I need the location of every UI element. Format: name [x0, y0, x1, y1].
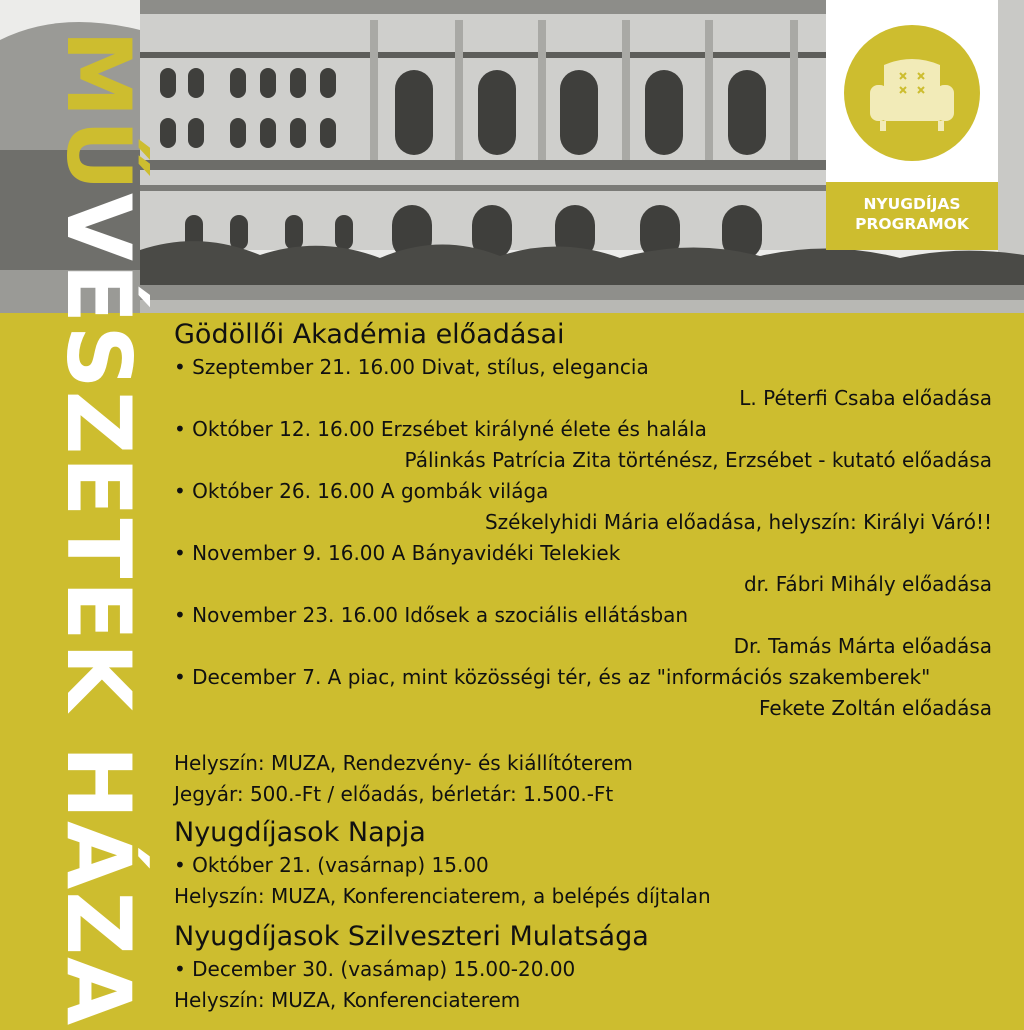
event-speaker: L. Péterfi Csaba előadása — [739, 386, 992, 410]
section2-venue: Helyszín: MUZA, Konferenciaterem, a belépés díjtalan — [174, 884, 711, 908]
event-line: • December 7. A piac, mint közösségi tér, és az "információs szakemberek" — [174, 665, 931, 689]
vertical-title — [48, 30, 148, 1030]
section3-date: • December 30. (vasámap) 15.00-20.00 — [174, 957, 576, 981]
section1-title: Gödöllői Akadémia előadásai — [174, 319, 565, 350]
section3-title: Nyugdíjasok Szilveszteri Mulatsága — [174, 921, 649, 952]
event-speaker: Dr. Tamás Márta előadása — [733, 634, 992, 658]
event-speaker: Fekete Zoltán előadása — [759, 696, 992, 720]
program-content — [174, 318, 1004, 1016]
armchair-icon — [844, 25, 980, 161]
badge-circle — [844, 25, 980, 161]
event-speaker: Székelyhidi Mária előadása, helyszín: Királyi Váró!! — [484, 510, 992, 534]
program-badge — [826, 0, 998, 250]
badge-label — [826, 182, 998, 250]
event-line: • Október 12. 16.00 Erzsébet királyné élete és halála — [174, 417, 707, 441]
section2-date: • Október 21. (vasárnap) 15.00 — [174, 853, 489, 877]
event-line: • Szeptember 21. 16.00 Divat, stílus, elegancia — [174, 355, 649, 379]
event-speaker: dr. Fábri Mihály előadása — [743, 572, 992, 596]
section2-title: Nyugdíjasok Napja — [174, 817, 426, 848]
section1-price: Jegyár: 500.-Ft / előadás, bérletár: 1.500.-Ft — [174, 782, 614, 806]
event-speaker: Pálinkás Patrícia Zita történész, Erzsébet - kutató előadása — [404, 448, 992, 472]
badge-label-line2: PROGRAMOK — [855, 215, 969, 233]
event-line: • November 23. 16.00 Idősek a szociális ellátásban — [174, 603, 689, 627]
vertical-title-part2: VÉSZETEK HÁZA — [47, 193, 150, 1028]
section1-venue: Helyszín: MUZA, Rendezvény- és kiállítóterem — [174, 751, 633, 775]
event-line: • Október 26. 16.00 A gombák világa — [174, 479, 549, 503]
section3-venue: Helyszín: MUZA, Konferenciaterem — [174, 988, 521, 1012]
vertical-title-part1: MŰ — [47, 30, 150, 194]
event-line: • November 9. 16.00 A Bányavidéki Telekiek — [174, 541, 621, 565]
badge-label-line1: NYUGDÍJAS — [863, 195, 961, 213]
